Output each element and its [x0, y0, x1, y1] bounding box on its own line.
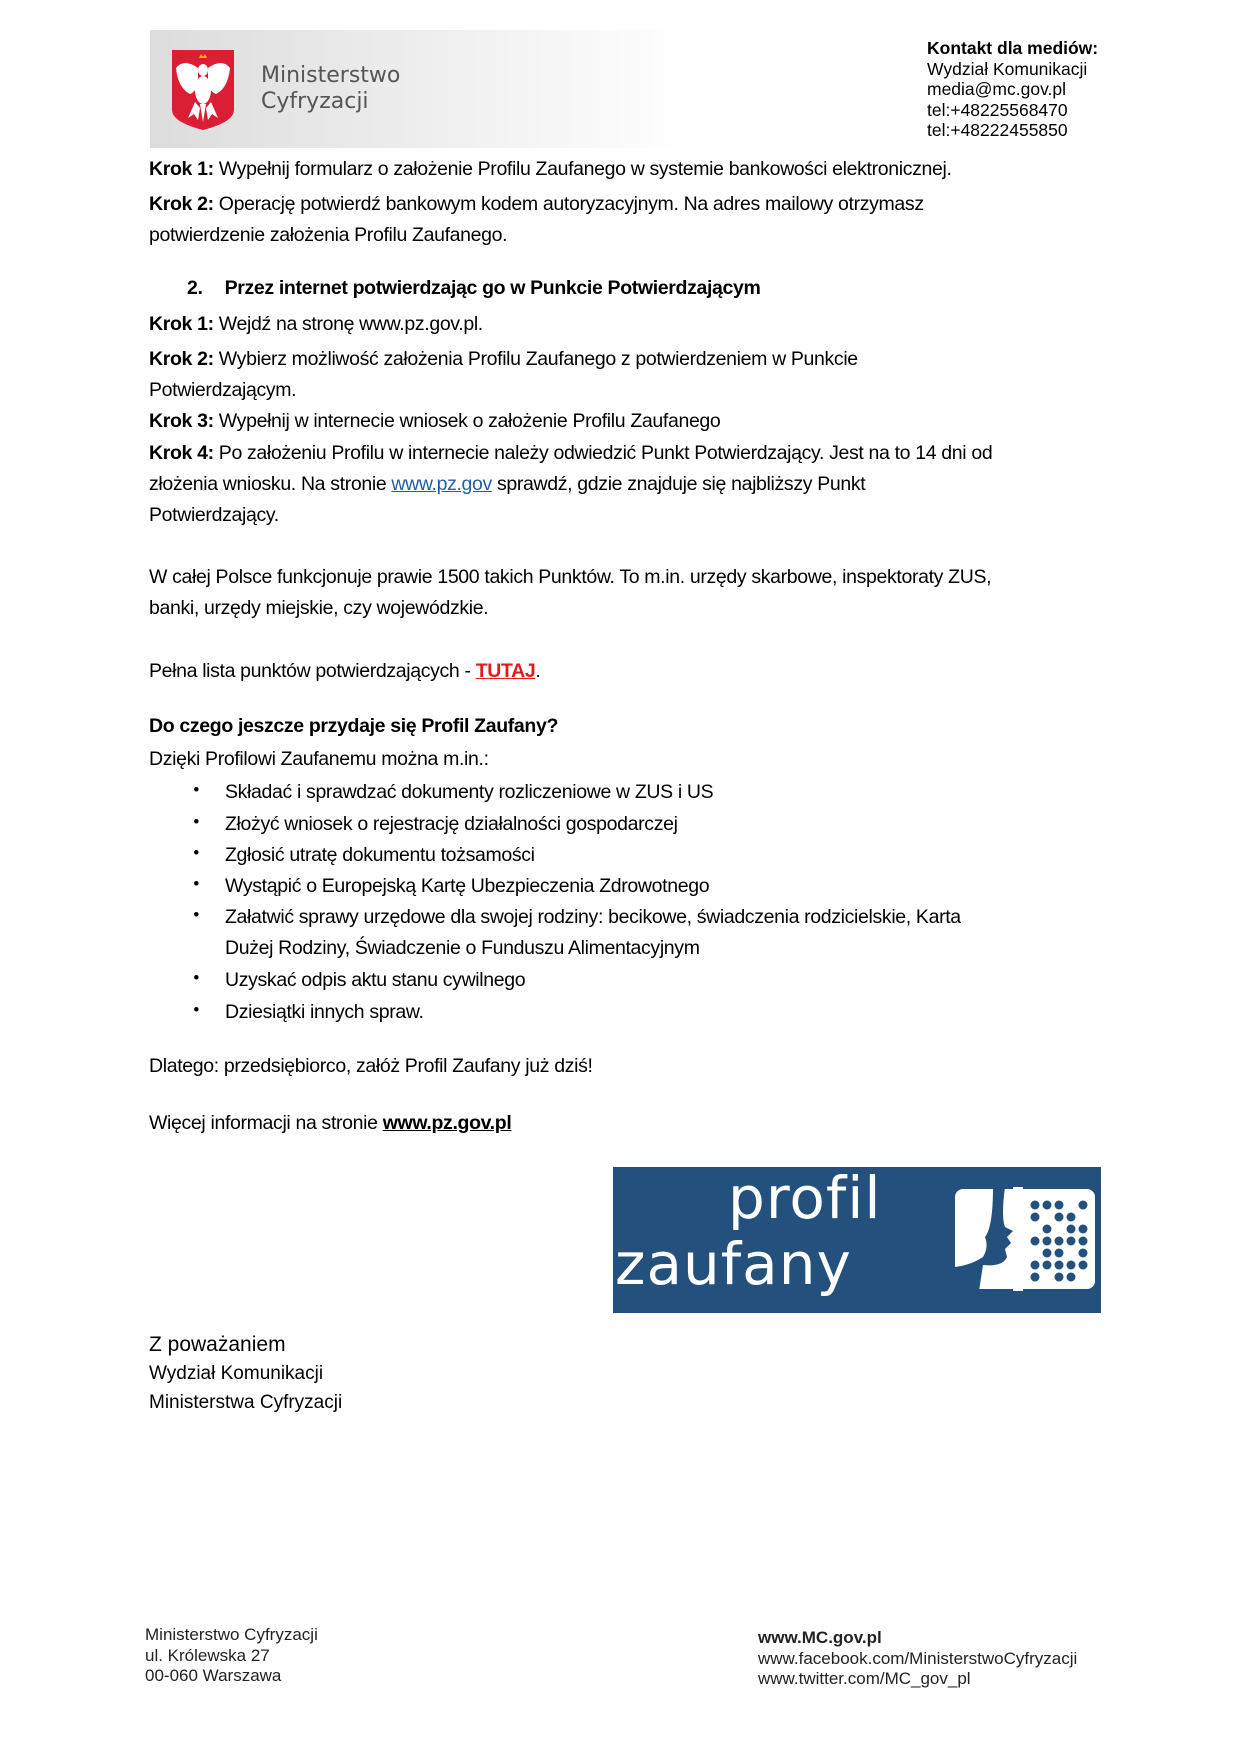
- bullet-icon: •: [193, 874, 200, 895]
- logo-dot: [1055, 1213, 1064, 1222]
- logo-dot: [1079, 1237, 1088, 1246]
- logo-dot: [1031, 1201, 1040, 1210]
- full-list-text: Pełna lista punktów potwierdzających -: [149, 660, 476, 682]
- logo-dot: [1043, 1201, 1052, 1210]
- step-text: Wypełnij w internecie wniosek o założenie Profilu Zaufanego: [213, 410, 721, 432]
- section2-heading: [187, 277, 761, 300]
- full-list-suffix: .: [535, 660, 541, 682]
- section2-title: Przez internet potwierdzając go w Punkcie Potwierdzającym: [224, 277, 761, 299]
- more-info-line: [149, 1112, 511, 1135]
- footer-address: [145, 1625, 318, 1687]
- list-item: Zgłosić utratę dokumentu tożsamości: [225, 844, 535, 866]
- contact-title: Kontakt dla mediów:: [927, 38, 1099, 58]
- bullet-icon: •: [193, 968, 200, 989]
- bullet-icon: •: [193, 843, 200, 864]
- logo-dot: [1055, 1237, 1064, 1246]
- pz-gov-pl-link[interactable]: www.pz.gov.pl: [382, 1112, 512, 1134]
- logo-dot: [1043, 1237, 1052, 1246]
- call-to-action: Dlatego: przedsiębiorco, załóż Profil Zaufany już dziś!: [149, 1055, 593, 1077]
- logo-dot: [1043, 1225, 1052, 1234]
- logo-dot: [1067, 1237, 1076, 1246]
- ministry-name-line2: Cyfryzacji: [261, 89, 369, 114]
- section2-step2: [149, 348, 858, 371]
- logo-dot: [1031, 1273, 1040, 1282]
- points-paragraph-line1: W całej Polsce funkcjonuje prawie 1500 takich Punktów. To m.in. urzędy skarbowe, inspektoraty ZUS,: [149, 566, 992, 588]
- logo-dot: [1055, 1273, 1064, 1282]
- step-label: Krok 2:: [149, 348, 214, 370]
- logo-dot: [1079, 1249, 1088, 1258]
- section2-step4: [149, 442, 992, 465]
- section2-step4-line3: Potwierdzający.: [149, 504, 279, 526]
- logo-dot: [1079, 1201, 1088, 1210]
- signature-department: Wydział Komunikacji: [149, 1363, 324, 1384]
- section2-number: 2.: [187, 277, 203, 299]
- bullet-icon: •: [193, 812, 200, 833]
- signature-ministry: Ministerstwa Cyfryzacji: [149, 1392, 343, 1413]
- step-label: Krok 4:: [149, 442, 214, 464]
- logo-word-profil: profil: [728, 1164, 882, 1232]
- logo-dot: [1031, 1213, 1040, 1222]
- media-contact: [927, 38, 1098, 141]
- step-text: Po założeniu Profilu w internecie należy odwiedzić Punkt Potwierdzający. Jest na to 14 dni od: [213, 442, 993, 464]
- footer-city: 00-060 Warszawa: [145, 1666, 282, 1685]
- section2-step1: [149, 313, 483, 336]
- section1-step2-continuation: potwierdzenie założenia Profilu Zaufanego.: [149, 224, 508, 246]
- footer-org: Ministerstwo Cyfryzacji: [145, 1625, 318, 1644]
- list-item: Dziesiątki innych spraw.: [225, 1001, 424, 1023]
- logo-dot: [1055, 1201, 1064, 1210]
- section1-step2: [149, 193, 924, 216]
- footer-links: [758, 1628, 1077, 1690]
- text-segment: sprawdź, gdzie znajduje się najbliższy Punkt: [491, 473, 866, 495]
- bullet-icon: •: [193, 905, 200, 926]
- contact-email[interactable]: media@mc.gov.pl: [927, 79, 1067, 99]
- ministry-name: [261, 63, 400, 115]
- contact-department: Wydział Komunikacji: [927, 58, 1088, 79]
- step-label: Krok 1:: [149, 158, 214, 180]
- profile-face-dots-icon: [953, 1187, 1098, 1291]
- logo-dot: [1043, 1261, 1052, 1270]
- section1-step1: [149, 158, 952, 181]
- list-item: Złożyć wniosek o rejestrację działalności gospodarczej: [225, 813, 678, 835]
- step-text: Wejdź na stronę www.pz.gov.pl.: [213, 313, 483, 335]
- uses-intro: Dzięki Profilowi Zaufanemu można m.in.:: [149, 748, 489, 770]
- logo-dot: [1031, 1261, 1040, 1270]
- text-segment: złożenia wniosku. Na stronie: [149, 473, 392, 495]
- logo-dot: [1079, 1225, 1088, 1234]
- logo-dot: [1067, 1261, 1076, 1270]
- step-text: Wybierz możliwość założenia Profilu Zaufanego z potwierdzeniem w Punkcie: [213, 348, 858, 370]
- ministry-header-banner: [150, 30, 690, 148]
- list-item: Załatwić sprawy urzędowe dla swojej rodziny: becikowe, świadczenia rodzicielskie, Karta: [225, 906, 961, 928]
- logo-dot: [1055, 1261, 1064, 1270]
- contact-phone-1[interactable]: tel:+48225568470: [927, 99, 1068, 120]
- ministry-name-line1: Ministerstwo: [261, 63, 401, 88]
- profil-zaufany-logo: [613, 1164, 1101, 1313]
- eagle-emblem-icon: [170, 48, 236, 132]
- footer-twitter-link[interactable]: www.twitter.com/MC_gov_pl: [758, 1669, 971, 1688]
- contact-phone-2[interactable]: tel:+48222455850: [927, 120, 1068, 140]
- section2-step3: [149, 410, 720, 433]
- section2-step2-continuation: Potwierdzającym.: [149, 379, 297, 401]
- bullet-icon: •: [193, 780, 200, 801]
- list-item: Wystąpić o Europejską Kartę Ubezpieczenia Zdrowotnego: [225, 875, 710, 897]
- step-label: Krok 1:: [149, 313, 214, 335]
- full-list-line: [149, 660, 540, 683]
- logo-dot: [1043, 1249, 1052, 1258]
- logo-word-zaufany: zaufany: [615, 1230, 852, 1298]
- list-item-continuation: Dużej Rodziny, Świadczenie o Funduszu Alimentacyjnym: [225, 937, 700, 959]
- logo-dot: [1067, 1225, 1076, 1234]
- tutaj-link[interactable]: TUTAJ: [475, 660, 536, 682]
- step-label: Krok 3:: [149, 410, 214, 432]
- logo-dot: [1067, 1273, 1076, 1282]
- uses-heading: Do czego jeszcze przydaje się Profil Zaufany?: [149, 715, 559, 737]
- logo-dot: [1055, 1249, 1064, 1258]
- step-label: Krok 2:: [149, 193, 214, 215]
- logo-dot: [1067, 1213, 1076, 1222]
- pz-gov-link[interactable]: www.pz.gov: [391, 473, 492, 495]
- list-item: Uzyskać odpis aktu stanu cywilnego: [225, 969, 526, 991]
- logo-dot: [1031, 1237, 1040, 1246]
- logo-dot: [1079, 1261, 1088, 1270]
- footer-website-link[interactable]: www.MC.gov.pl: [758, 1628, 882, 1647]
- footer-facebook-link[interactable]: www.facebook.com/MinisterstwoCyfryzacji: [758, 1648, 1078, 1668]
- section2-step4-line2: [149, 473, 865, 496]
- step-text: Operację potwierdź bankowym kodem autoryzacyjnym. Na adres mailowy otrzymasz: [213, 193, 924, 215]
- signature-greeting: Z poważaniem: [149, 1333, 286, 1356]
- points-paragraph-line2: banki, urzędy miejskie, czy wojewódzkie.: [149, 597, 489, 619]
- bullet-icon: •: [193, 1000, 200, 1021]
- footer-street: ul. Królewska 27: [145, 1645, 270, 1665]
- more-info-text: Więcej informacji na stronie: [149, 1112, 383, 1134]
- list-item: Składać i sprawdzać dokumenty rozliczeniowe w ZUS i US: [225, 781, 714, 803]
- step-text: Wypełnij formularz o założenie Profilu Zaufanego w systemie bankowości elektronicznej.: [213, 158, 952, 180]
